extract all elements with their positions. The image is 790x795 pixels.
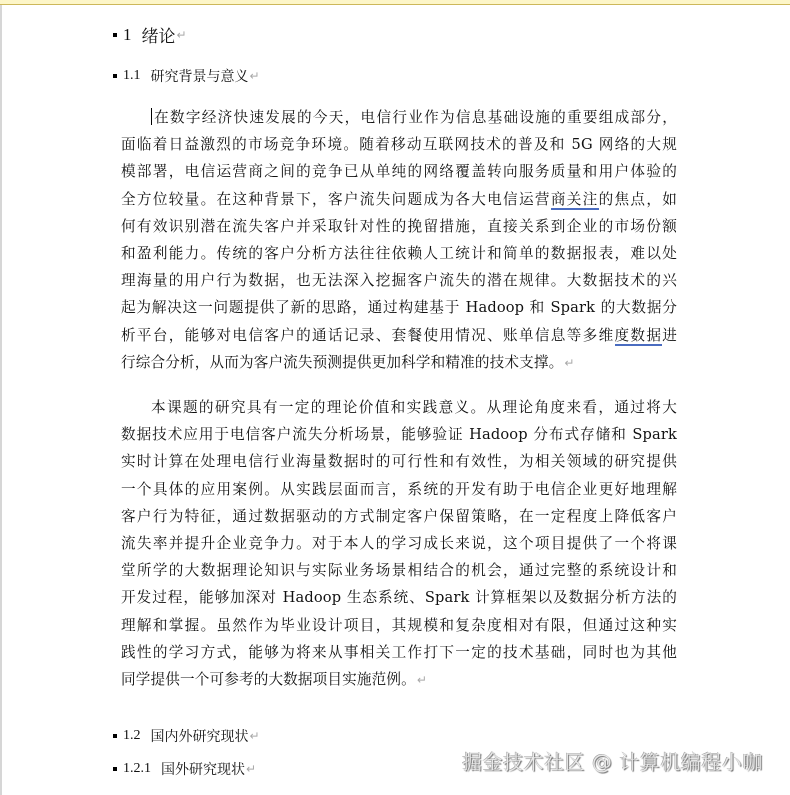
- text-line: 行综合分析，从而为客户流失预测提供更加科学和精准的技术支撑。↵: [121, 353, 575, 371]
- paragraph-mark-icon: ↵: [249, 69, 260, 83]
- text-line: 在数字经济快速发展的今天，电信行业作为信息基础设施的重要组成部分，: [153, 109, 677, 126]
- watermark: 掘金技术社区 @ 计算机编程小咖: [462, 750, 763, 774]
- text-line: 和盈利能力。传统的客户分析方法往往依赖人工统计和简单的数据报表，难以处: [121, 244, 677, 262]
- paragraph-mark-icon: ↵: [249, 729, 260, 743]
- paragraph-mark-icon: ↵: [246, 762, 257, 776]
- text-line: 开发过程，能够加深对 Hadoop 生态系统、Spark 计算框架以及数据分析方法的: [121, 589, 677, 607]
- paragraph-mark-icon: ↵: [564, 355, 575, 370]
- paragraph-mark-icon: ↵: [416, 672, 428, 687]
- text-line: 数据技术应用于电信客户流失分析场景，能够验证 Hadoop 分布式存储和 Spark: [121, 426, 677, 444]
- text-cursor: [151, 108, 152, 125]
- text-line: 理解和掌握。虽然作为毕业设计项目，其规模和复杂度相对有限，但通过这种实: [121, 616, 677, 634]
- text-line: 一个具体的应用案例。从实践层面而言，系统的开发有助于电信企业更好地理解: [121, 480, 677, 498]
- heading-bullet-icon: [113, 734, 117, 738]
- spellcheck-underline[interactable]: 商关注: [550, 190, 599, 208]
- text-line: 同学提供一个可参考的大数据项目实施范例。↵: [121, 670, 428, 688]
- heading-1[interactable]: [113, 22, 187, 47]
- text-line: 模部署，电信运营商之间的竞争已从单纯的网络覆盖转向服务质量和用户体验的: [121, 163, 677, 181]
- body-paragraph-1[interactable]: [121, 104, 677, 376]
- text-line: 践性的学习方式，能够为将来从事相关工作打下一定的技术基础，同时也为其他: [121, 643, 677, 661]
- text-line: 流失率并提升企业竞争力。对于本人的学习成长来说，这个项目提供了一个将课: [121, 534, 677, 552]
- heading-bullet-icon: [113, 767, 117, 771]
- heading-bullet-icon: [113, 33, 117, 37]
- heading-title: 研究背景与意义: [150, 69, 249, 85]
- paragraph-mark-icon: ↵: [176, 27, 187, 42]
- text-line: 堂所学的大数据理论知识与实际业务场景相结合的机会，通过完整的系统设计和: [121, 562, 677, 580]
- heading-number: 1.2: [123, 728, 141, 743]
- heading-bullet-icon: [113, 74, 117, 78]
- heading-number: 1: [123, 24, 132, 44]
- heading-1-2[interactable]: [113, 726, 260, 746]
- text-line: 实时计算在处理电信行业海量数据时的可行性和有效性，为相关领域的研究提供: [121, 453, 677, 471]
- body-paragraph-2[interactable]: [121, 394, 677, 693]
- text-line: 面临着日益激烈的市场竞争环境。随着移动互联网技术的普及和 5G 网络的大规: [121, 136, 677, 154]
- text-line: 起为解决这一问题提供了新的思路，通过构建基于 Hadoop 和 Spark 的大数据分: [121, 299, 677, 317]
- text-line: 理海量的用户行为数据，也无法深入挖掘客户流失的潜在规律。大数据技术的兴: [121, 272, 677, 290]
- text-line: 析平台，能够对电信客户的通话记录、套餐使用情况、账单信息等多维度数据进: [121, 326, 678, 344]
- heading-title: 国外研究现状: [161, 762, 245, 778]
- heading-1-1[interactable]: [113, 66, 260, 86]
- heading-number: 1.2.1: [123, 761, 151, 776]
- spellcheck-underline[interactable]: 度数据: [614, 326, 663, 344]
- heading-1-2-1[interactable]: [113, 759, 256, 779]
- heading-number: 1.1: [123, 68, 141, 83]
- heading-title: 绪论: [141, 27, 176, 47]
- text-line: 本课题的研究具有一定的理论价值和实践意义。从理论角度来看，通过将大: [151, 399, 677, 416]
- text-line: 全方位较量。在这种背景下，客户流失问题成为各大电信运营商关注的焦点，如: [121, 190, 677, 208]
- heading-title: 国内外研究现状: [150, 729, 249, 745]
- text-line: 客户行为特征，通过数据驱动的方式制定客户保留策略，在一定程度上降低客户: [121, 507, 677, 525]
- text-line: 何有效识别潜在流失客户并采取针对性的挽留措施，直接关系到企业的市场份额: [121, 217, 677, 235]
